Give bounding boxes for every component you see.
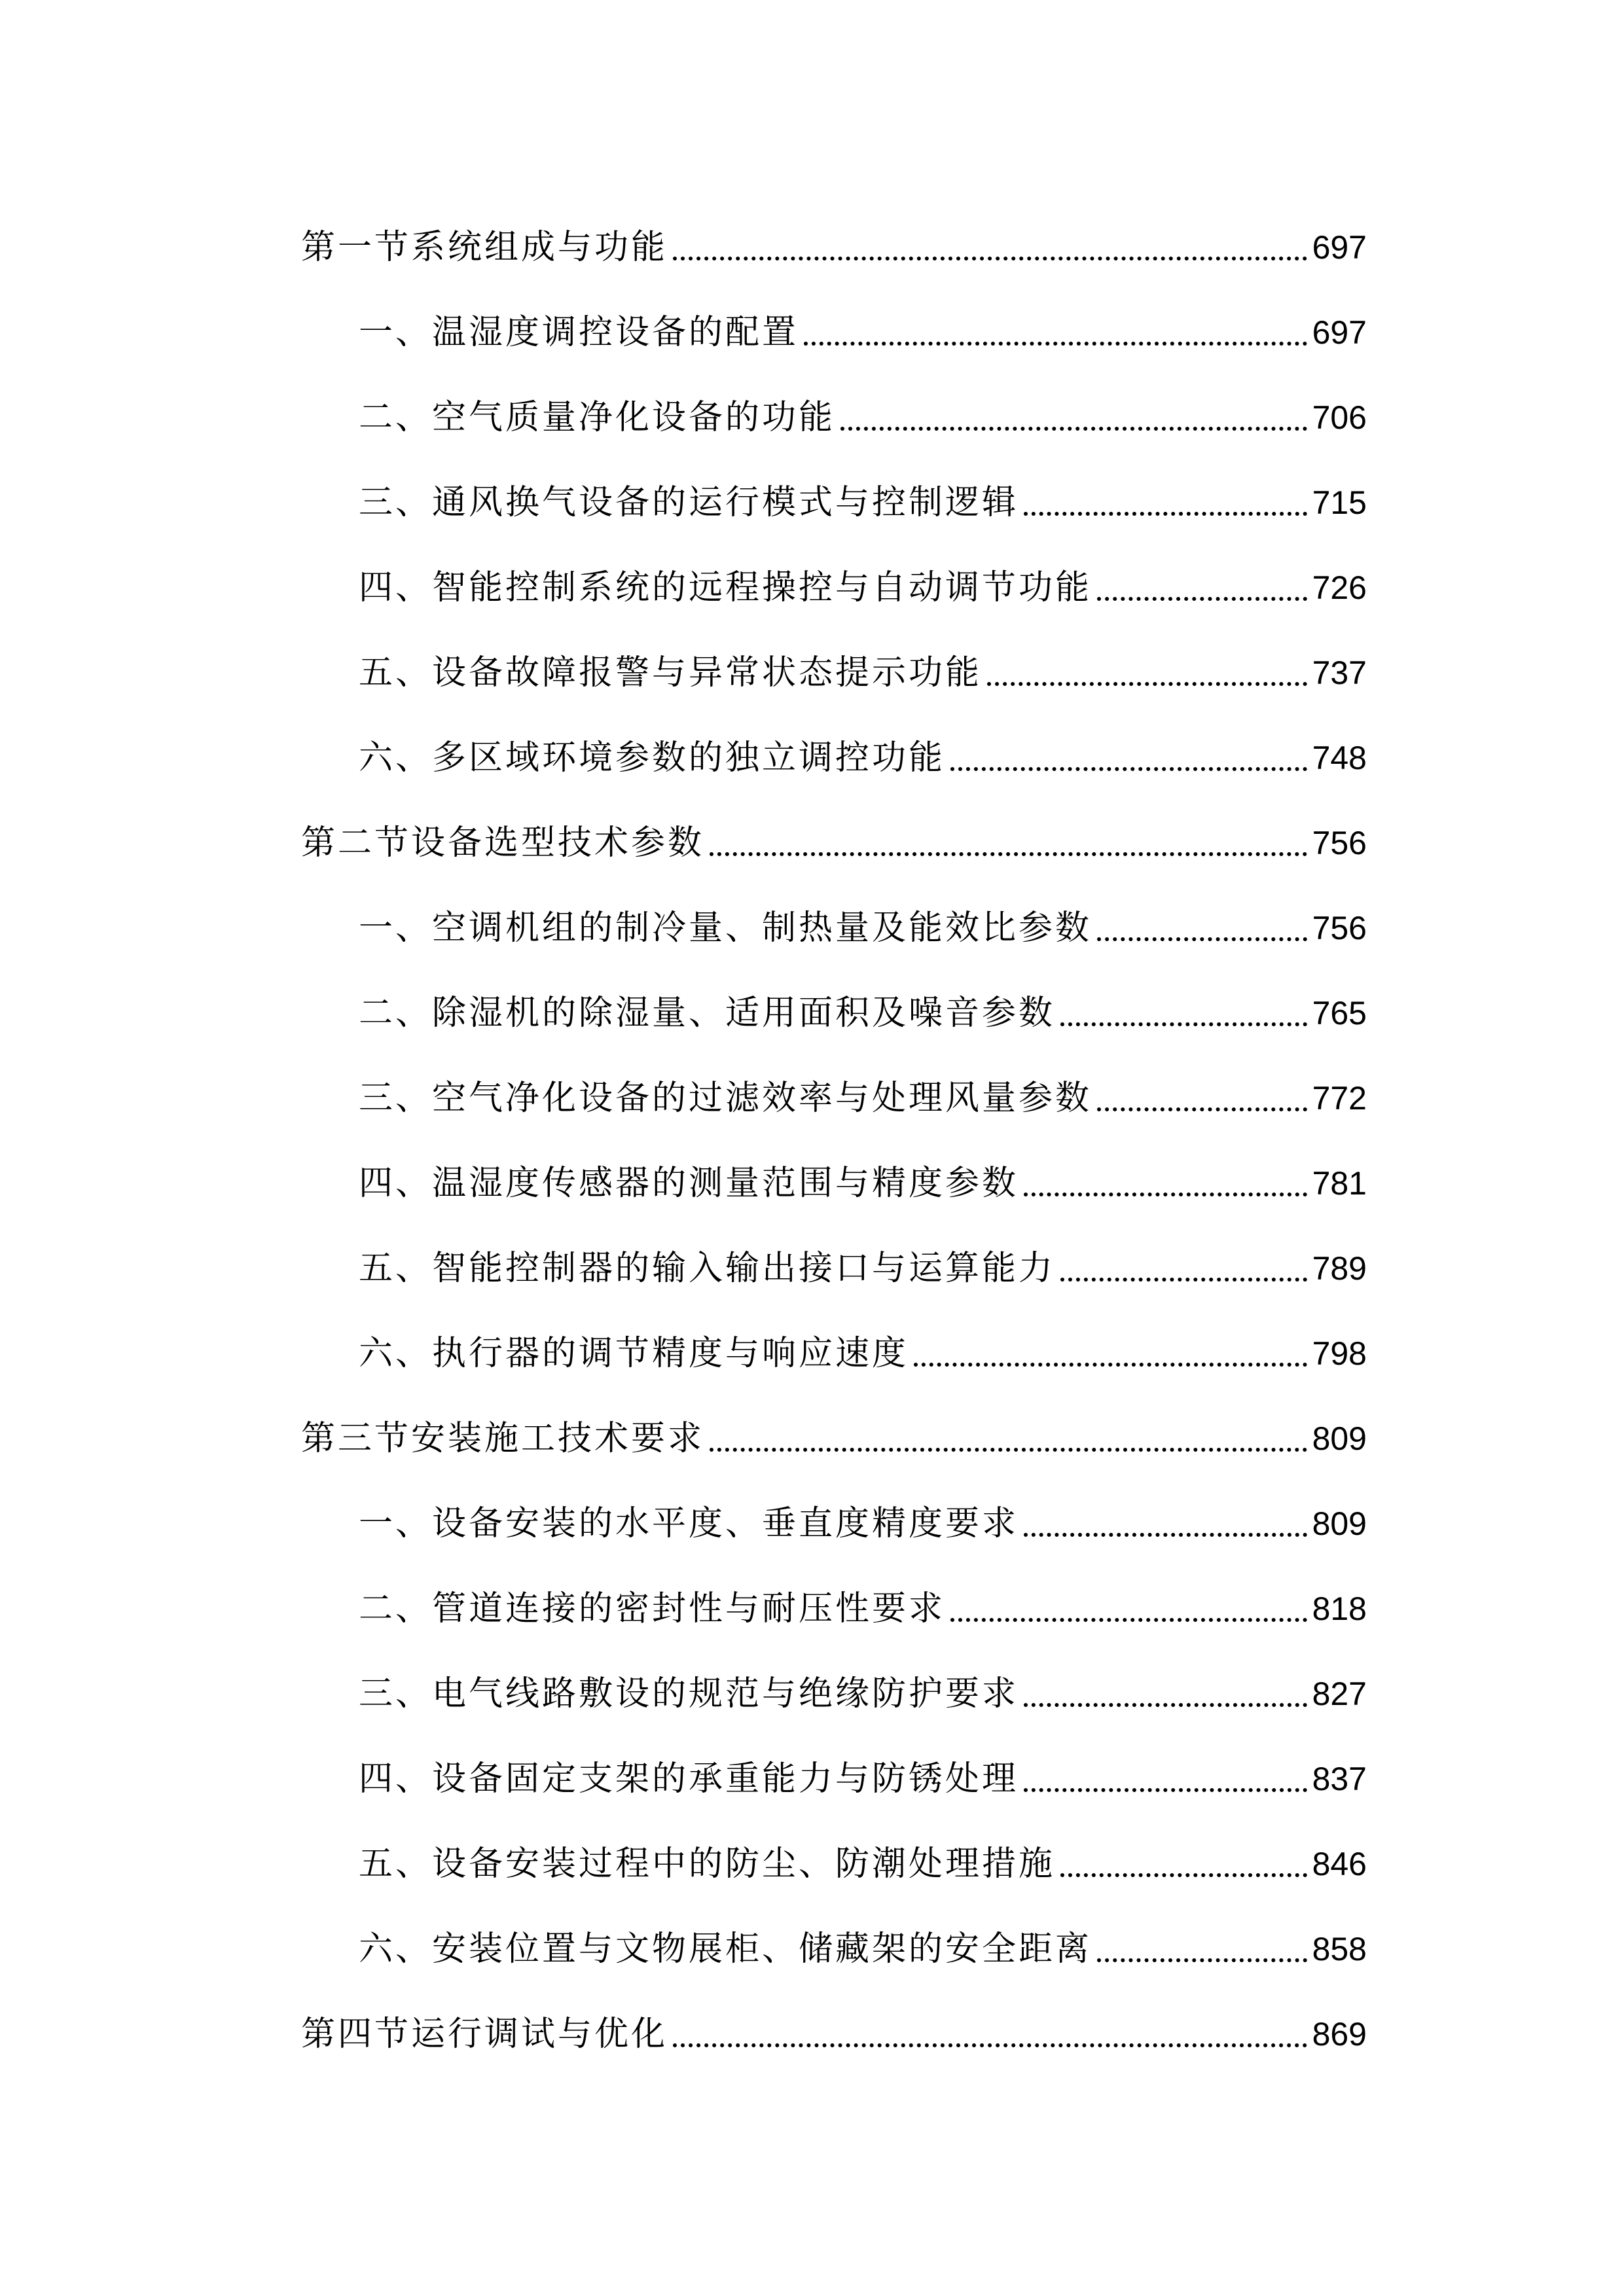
toc-dot-leader [840, 427, 1307, 431]
toc-dot-leader [1024, 1703, 1307, 1707]
toc-page-number: 789 [1312, 1250, 1367, 1287]
toc-page-number: 837 [1312, 1761, 1367, 1797]
toc-entry-title: 四、温湿度传感器的测量范围与精度参数 [359, 1164, 1019, 1203]
toc-page-number: 858 [1312, 1931, 1367, 1967]
toc-subsection-entry[interactable] [359, 635, 1367, 694]
toc-page-number: 846 [1312, 1846, 1367, 1882]
toc-page-number: 798 [1312, 1335, 1367, 1372]
toc-dot-leader [710, 852, 1307, 856]
toc-subsection-entry[interactable] [359, 1060, 1367, 1119]
toc-entry-title: 三、通风换气设备的运行模式与控制逻辑 [359, 483, 1019, 522]
toc-section-entry[interactable] [301, 1401, 1367, 1460]
toc-entry-title: 五、设备安装过程中的防尘、防潮处理措施 [359, 1844, 1056, 1884]
toc-dot-leader [673, 2043, 1307, 2047]
toc-subsection-entry[interactable] [359, 550, 1367, 609]
toc-subsection-entry[interactable] [359, 1741, 1367, 1800]
toc-page-number: 809 [1312, 1420, 1367, 1457]
toc-dot-leader [914, 1363, 1307, 1367]
toc-entry-title: 第三节安装施工技术要求 [301, 1419, 705, 1458]
toc-page-number: 818 [1312, 1590, 1367, 1627]
toc-subsection-entry[interactable] [359, 1656, 1367, 1715]
toc-entry-title: 一、设备安装的水平度、垂直度精度要求 [359, 1504, 1019, 1543]
toc-entry-title: 六、执行器的调节精度与响应速度 [359, 1334, 909, 1373]
toc-dot-leader [1097, 1958, 1307, 1962]
toc-page-number: 756 [1312, 910, 1367, 946]
toc-entry-title: 六、安装位置与文物展柜、储藏架的安全距离 [359, 1929, 1092, 1969]
toc-page-number: 809 [1312, 1505, 1367, 1542]
toc-dot-leader [1024, 512, 1307, 516]
toc-entry-title: 第二节设备选型技术参数 [301, 823, 705, 863]
toc-dot-leader [710, 1448, 1307, 1452]
toc-entry-title: 二、空气质量净化设备的功能 [359, 398, 836, 437]
toc-section-entry[interactable] [301, 209, 1367, 268]
toc-page-number: 827 [1312, 1676, 1367, 1712]
toc-subsection-entry[interactable] [359, 720, 1367, 779]
toc-entry-title: 第四节运行调试与优化 [301, 2015, 668, 2054]
toc-subsection-entry[interactable] [359, 380, 1367, 439]
toc-entry-title: 四、智能控制系统的远程操控与自动调节功能 [359, 568, 1092, 607]
toc-dot-leader [1060, 1873, 1307, 1877]
toc-entry-title: 五、设备故障报警与异常状态提示功能 [359, 653, 983, 692]
toc-page-number: 715 [1312, 484, 1367, 521]
toc-subsection-entry[interactable] [359, 1316, 1367, 1374]
toc-dot-leader [1060, 1278, 1307, 1282]
toc-entry-title: 三、电气线路敷设的规范与绝缘防护要求 [359, 1674, 1019, 1713]
toc-page-number: 756 [1312, 825, 1367, 861]
toc-page-number: 781 [1312, 1165, 1367, 1202]
toc-entry-title: 五、智能控制器的输入输出接口与运算能力 [359, 1249, 1056, 1288]
toc-subsection-entry[interactable] [359, 1826, 1367, 1885]
toc-dot-leader [950, 767, 1307, 771]
toc-subsection-entry[interactable] [359, 1145, 1367, 1204]
toc-dot-leader [1097, 937, 1307, 941]
toc-page-number: 726 [1312, 569, 1367, 606]
toc-dot-leader [1060, 1022, 1307, 1026]
toc-subsection-entry[interactable] [359, 1486, 1367, 1545]
toc-dot-leader [804, 342, 1307, 346]
toc-entry-title: 第一节系统组成与功能 [301, 228, 668, 267]
toc-entry-title: 二、管道连接的密封性与耐压性要求 [359, 1589, 946, 1628]
toc-dot-leader [950, 1618, 1307, 1622]
toc-page-number: 748 [1312, 740, 1367, 776]
toc-dot-leader [1097, 1107, 1307, 1111]
toc-page-number: 869 [1312, 2016, 1367, 2053]
toc-page-number: 772 [1312, 1080, 1367, 1117]
toc-subsection-entry[interactable] [359, 465, 1367, 524]
toc-subsection-entry[interactable] [359, 295, 1367, 353]
toc-entry-title: 一、温湿度调控设备的配置 [359, 313, 799, 352]
toc-subsection-entry[interactable] [359, 1911, 1367, 1970]
toc-dot-leader [673, 257, 1307, 260]
toc-subsection-entry[interactable] [359, 890, 1367, 949]
toc-entry-title: 六、多区域环境参数的独立调控功能 [359, 738, 946, 778]
toc-page-number: 697 [1312, 314, 1367, 351]
toc-dot-leader [1024, 1788, 1307, 1792]
toc-subsection-entry[interactable] [359, 1571, 1367, 1630]
toc-page-number: 706 [1312, 399, 1367, 436]
toc-entry-title: 一、空调机组的制冷量、制热量及能效比参数 [359, 908, 1092, 948]
toc-dot-leader [1024, 1533, 1307, 1537]
toc-subsection-entry[interactable] [359, 1230, 1367, 1289]
toc-entry-title: 二、除湿机的除湿量、适用面积及噪音参数 [359, 994, 1056, 1033]
toc-dot-leader [987, 682, 1307, 686]
toc-entry-title: 三、空气净化设备的过滤效率与处理风量参数 [359, 1079, 1092, 1118]
toc-page-number: 697 [1312, 229, 1367, 266]
toc-section-entry[interactable] [301, 1996, 1367, 2055]
toc-page-number: 737 [1312, 655, 1367, 691]
toc-entry-title: 四、设备固定支架的承重能力与防锈处理 [359, 1759, 1019, 1799]
toc-subsection-entry[interactable] [359, 975, 1367, 1034]
toc-dot-leader [1024, 1193, 1307, 1196]
toc-section-entry[interactable] [301, 805, 1367, 864]
toc-dot-leader [1097, 597, 1307, 601]
toc-page-number: 765 [1312, 995, 1367, 1031]
